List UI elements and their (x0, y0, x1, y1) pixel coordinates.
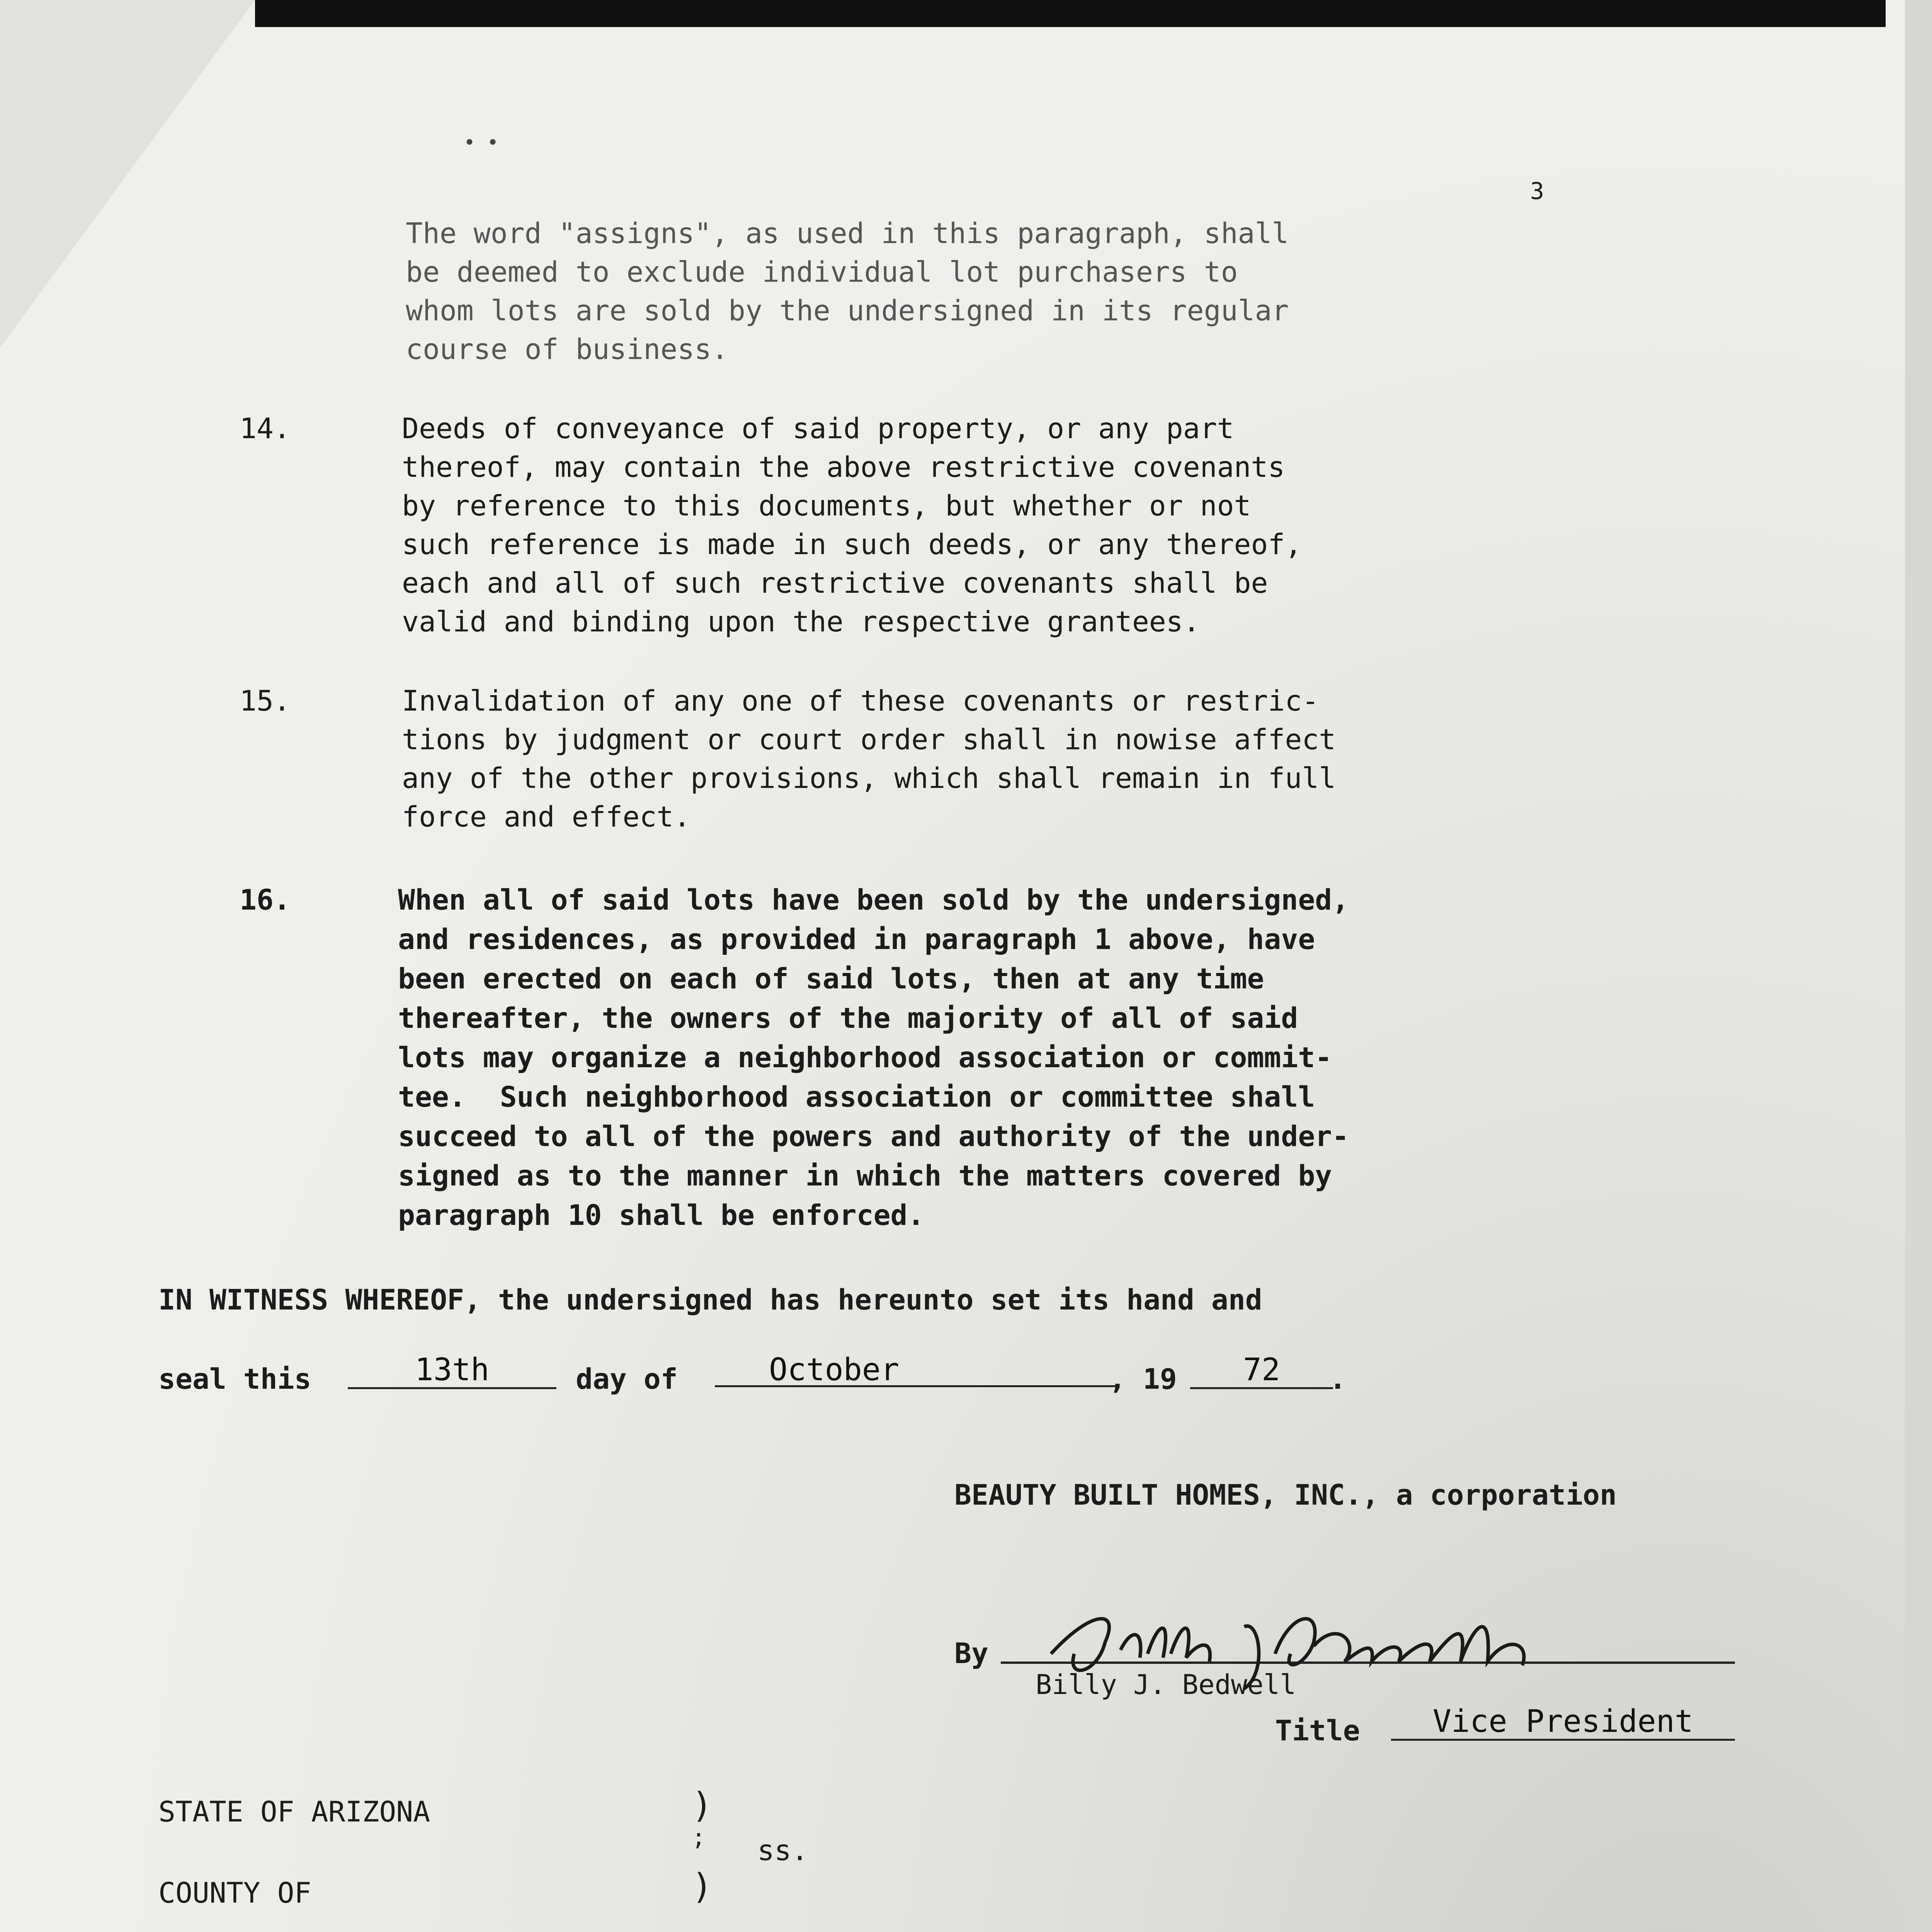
section-line: tee. Such neighborhood association or committee shall (398, 1081, 1315, 1114)
section-line: When all of said lots have been sold by the undersigned, (398, 884, 1349, 917)
witness-seal-this: seal this (158, 1363, 311, 1396)
section-line: such reference is made in such deeds, or any thereof, (402, 528, 1302, 561)
section-line: and residences, as provided in paragraph 1 above, have (398, 923, 1315, 956)
company-name: BEAUTY BUILT HOMES, INC., a corporation (954, 1479, 1617, 1512)
section-line: thereof, may contain the above restrictive covenants (402, 451, 1285, 484)
continuation-line: The word "assigns", as used in this paragraph, shall (406, 217, 1289, 250)
folded-corner (0, 0, 255, 348)
by-label: By (954, 1637, 988, 1670)
scan-right-edge (1905, 0, 1932, 1932)
state-label: STATE OF ARIZONA (158, 1796, 430, 1828)
title-field: Vice President (1391, 1704, 1735, 1741)
section-number: 15. (240, 685, 291, 718)
signer-typed-name: Billy J. Bedwell (1036, 1669, 1296, 1701)
scan-top-edge (255, 0, 1886, 27)
witness-period: . (1329, 1363, 1346, 1396)
scan-speck: • • (464, 131, 499, 154)
continuation-line: course of business. (406, 333, 729, 366)
section-line: succeed to all of the powers and authority of the under- (398, 1120, 1349, 1153)
section-line: lots may organize a neighborhood association or commit- (398, 1041, 1332, 1074)
section-line: valid and binding upon the respective grantees. (402, 605, 1200, 638)
corner-mark: 3 (1530, 178, 1544, 205)
section-number: 16. (240, 884, 291, 917)
brace-mid: ; (692, 1824, 706, 1851)
section-line: paragraph 10 shall be enforced. (398, 1199, 925, 1232)
title-label: Title (1275, 1714, 1360, 1747)
ss-label: ss. (757, 1834, 808, 1867)
section-number: 14. (240, 412, 291, 445)
section-line: signed as to the manner in which the matters covered by (398, 1160, 1332, 1192)
section-line: by reference to this documents, but whether or not (402, 490, 1251, 522)
section-line: Deeds of conveyance of said property, or any part (402, 412, 1234, 445)
brace-bottom: ) (692, 1866, 713, 1907)
witness-clause: IN WITNESS WHEREOF, the undersigned has hereunto set its hand and (158, 1284, 1262, 1316)
brace-top: ) (692, 1785, 713, 1826)
section-line: tions by judgment or court order shall in nowise affect (402, 723, 1336, 756)
witness-day-field: 13th (348, 1352, 556, 1389)
witness-year-field: 72 (1190, 1352, 1333, 1389)
section-line: Invalidation of any one of these covenants or restric- (402, 685, 1319, 718)
continuation-line: be deemed to exclude individual lot purchasers to (406, 256, 1238, 289)
witness-month-field: October (715, 1352, 1117, 1387)
section-line: any of the other provisions, which shall remain in full (402, 762, 1336, 795)
section-line: force and effect. (402, 801, 691, 833)
witness-year-prefix: , 19 (1109, 1363, 1177, 1396)
section-line: thereafter, the owners of the majority of all of said (398, 1002, 1298, 1035)
section-line: each and all of such restrictive covenants shall be (402, 567, 1268, 600)
witness-day-of: day of (576, 1363, 678, 1396)
continuation-line: whom lots are sold by the undersigned in its regular (406, 294, 1289, 327)
section-line: been erected on each of said lots, then at any time (398, 963, 1264, 995)
county-label: COUNTY OF (158, 1877, 311, 1910)
